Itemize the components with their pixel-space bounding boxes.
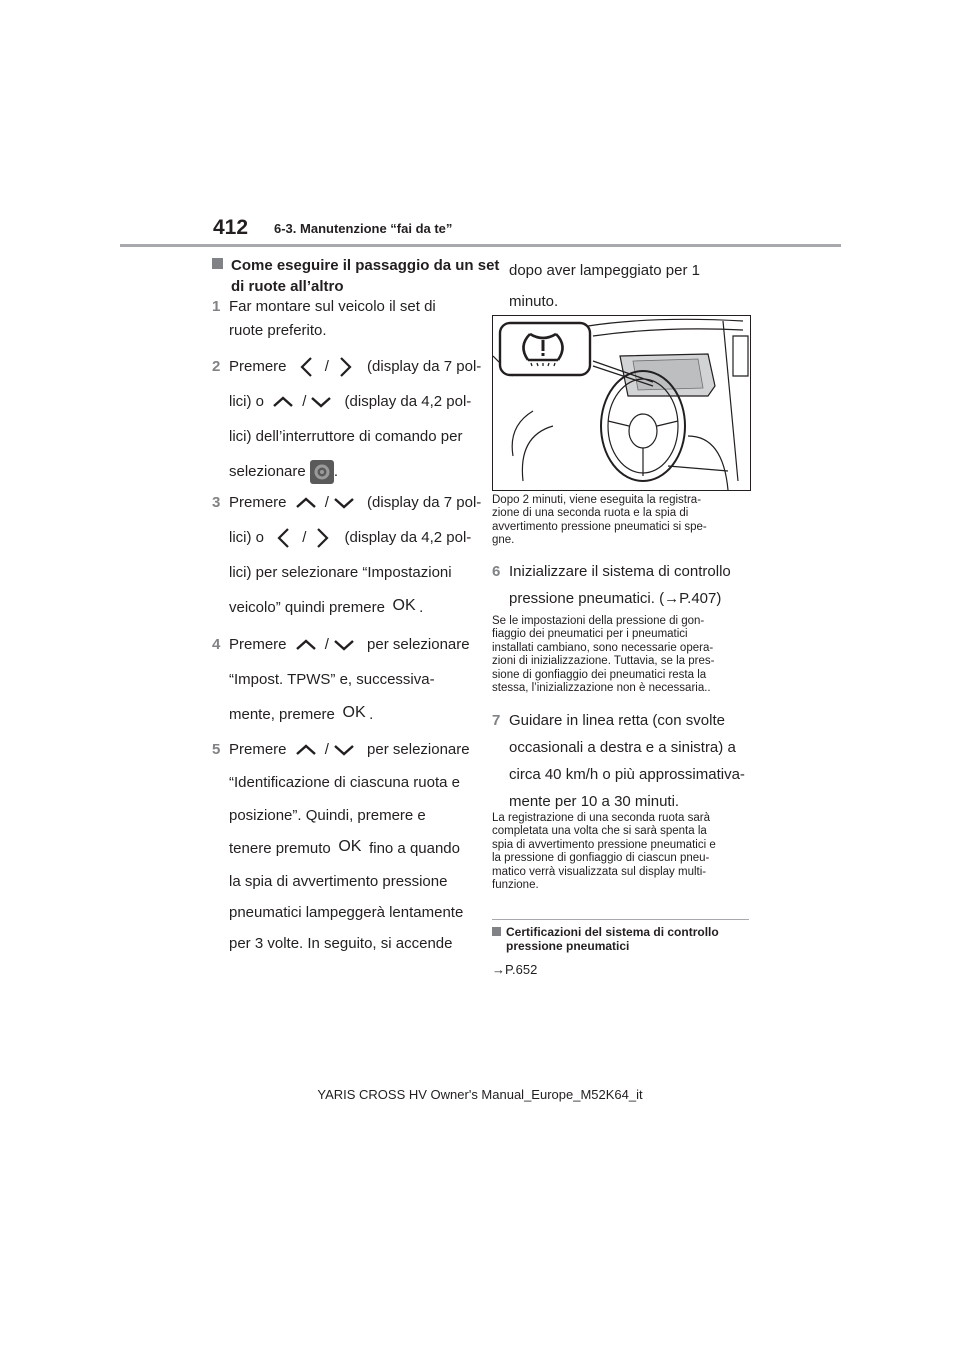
step-2: 2 Premere / (display da 7 pol- lici) o / (display da 4,2 pol- lici) dell’interruttore di comando per selezionare . bbox=[212, 351, 482, 487]
step-4: 4 Premere / per selezionare “Impost. TPWS” e, successiva- mente, premere OK . bbox=[212, 629, 482, 730]
chevron-left-icon bbox=[291, 355, 325, 379]
chevron-up-icon bbox=[291, 633, 325, 657]
dashboard-illustration bbox=[492, 315, 751, 491]
ok-button-icon: OK bbox=[392, 597, 416, 615]
subsection-heading: Come eseguire il passaggio da un set di ruote all’altro bbox=[212, 255, 501, 297]
step-1: 1 Far montare sul veicolo il set di ruote preferito. bbox=[212, 295, 482, 343]
chevron-up-icon bbox=[291, 491, 325, 515]
step-6: 6 Inizializzare il sistema di controllo pressione pneumatici. (→P.407) bbox=[492, 563, 731, 607]
chevron-right-icon bbox=[306, 526, 340, 550]
step-3: 3 Premere / (display da 7 pol- lici) o / (display da 4,2 pol- lici) per selezionare “Impostazioni veicolo” quindi premere OK . bbox=[212, 487, 482, 623]
heading-square-icon bbox=[492, 927, 501, 936]
figure-caption: Dopo 2 minuti, viene eseguita la registra- zione di una seconda ruota e la spia di avvertimento pressione pneumatici si spe- gne. bbox=[492, 494, 707, 547]
header-rule bbox=[120, 244, 841, 247]
chevron-down-icon bbox=[306, 390, 340, 414]
step-number: 1 bbox=[212, 298, 221, 315]
separator-rule bbox=[492, 919, 749, 920]
step-5: 5 Premere / per selezionare “Identificazione di ciascuna ruota e posizione”. Quindi, premere e tenere premuto OK fino a quando la spia di avvertimento pressione pneumatici lampeggerà lentamente per 3 volte. In seguito, si accende bbox=[212, 734, 482, 959]
chevron-left-icon bbox=[268, 526, 302, 550]
gear-icon bbox=[310, 460, 334, 484]
ok-button-icon: OK bbox=[338, 838, 362, 856]
step-6-note: Se le impostazioni della pressione di gon- fiaggio dei pneumatici per i pneumatici installati cambiano, sono necessarie opera- zioni di inizializzazione. Tuttavia, se la pres- sione di gonfiaggio dei pneumatici resta la stessa, l’inizializzazione non è necessaria.. bbox=[492, 615, 715, 695]
certification-heading: Certificazioni del sistema di controllo pressione pneumatici bbox=[492, 925, 750, 953]
section-title: 6-3. Manutenzione “fai da te” bbox=[274, 221, 453, 236]
manual-footer: YARIS CROSS HV Owner's Manual_Europe_M52K64_it bbox=[317, 1087, 643, 1102]
page-number: 412 bbox=[213, 216, 249, 239]
chevron-up-icon bbox=[291, 738, 325, 762]
chevron-down-icon bbox=[329, 738, 363, 762]
step-7: 7 Guidare in linea retta (con svolte occasionali a destra e a sinistra) a circa 40 km/h o più approssimativa- mente per 10 a 30 minuti. bbox=[492, 712, 745, 810]
ok-button-icon: OK bbox=[342, 704, 366, 722]
chevron-down-icon bbox=[329, 633, 363, 657]
page-reference-link[interactable]: →P.652 bbox=[492, 962, 538, 977]
heading-square-icon bbox=[212, 258, 223, 269]
step-7-note: La registrazione di una seconda ruota sarà completata una volta che si sarà spenta la spia di avvertimento pressione pneumatici e la pressione di gonfiaggio di ciascun pneu- matico verrà visualizzata sul display multi- funzione. bbox=[492, 812, 716, 892]
chevron-down-icon bbox=[329, 491, 363, 515]
chevron-right-icon bbox=[329, 355, 363, 379]
chevron-up-icon bbox=[268, 390, 302, 414]
step-5-continuation: dopo aver lampeggiato per 1 minuto. bbox=[509, 262, 700, 310]
